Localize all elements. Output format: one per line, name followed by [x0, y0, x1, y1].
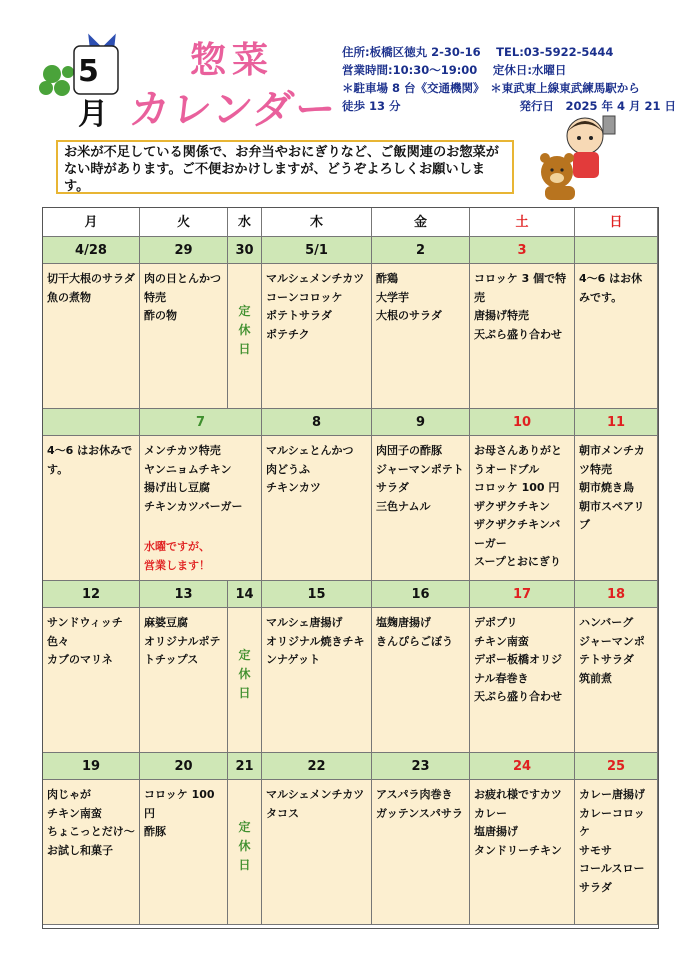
closed-day-cell: 定 休 日 — [228, 264, 262, 409]
date-cell: 5/1 — [262, 237, 372, 264]
date-cell: 20 — [140, 753, 228, 780]
clover-icon — [39, 65, 74, 96]
menu-cell: お疲れ様ですカツカレー 塩唐揚げ タンドリーチキン — [470, 780, 575, 925]
weekday-header: 水 — [228, 208, 262, 237]
date-cell: 18 — [575, 581, 658, 608]
date-cell: 12 — [43, 581, 140, 608]
date-cell: 8 — [262, 409, 372, 436]
menu-cell: アスパラ肉巻き ガッテンスパサラ — [372, 780, 470, 925]
menu-cell: 塩麹唐揚げ きんぴらごぼう — [372, 608, 470, 753]
address-line: 住所:板橋区徳丸 2-30-16 TEL:03-5922-5444 — [342, 45, 614, 59]
menu-cell: サンドウィッチ色々 カブのマリネ — [43, 608, 140, 753]
month-badge — [38, 28, 122, 132]
date-cell: 14 — [228, 581, 262, 608]
date-cell: 3 — [470, 237, 575, 264]
date-cell: 19 — [43, 753, 140, 780]
weekday-header: 日 — [575, 208, 658, 237]
weekday-header: 土 — [470, 208, 575, 237]
title-line2: カレンダー — [127, 87, 340, 133]
menu-cell — [140, 436, 262, 581]
menu-cell: 4～6 はお休みです。 — [575, 264, 658, 409]
date-cell — [43, 409, 140, 436]
access-line: ＊駐車場 8 台《交通機関》 ＊東武東上線東武練馬駅から — [342, 81, 640, 95]
notice-box: お米が不足している関係で、お弁当やおにぎりなど、ご飯関連のお惣菜がない時があります。ご不便おかけしますが、どうぞよろしくお願いします。 — [56, 140, 514, 194]
date-cell: 23 — [372, 753, 470, 780]
menu-list: メンチカツ特売 ヤンニョムチキン 揚げ出し豆腐 チキンカツバーガー — [144, 444, 243, 513]
menu-cell: 麻婆豆腐 オリジナルポテトチップス — [140, 608, 228, 753]
menu-cell: コロッケ 100 円 酢豚 — [140, 780, 228, 925]
menu-cell: マルシェメンチカツ コーンコロッケ ポテトサラダ ポテチク — [262, 264, 372, 409]
weekday-header: 火 — [140, 208, 228, 237]
menu-cell: 肉団子の酢豚 ジャーマンポテトサラダ 三色ナムル — [372, 436, 470, 581]
date-cell: 16 — [372, 581, 470, 608]
date-cell: 24 — [470, 753, 575, 780]
menu-cell: コロッケ 3 個で特売 唐揚げ特売 天ぷら盛り合わせ — [470, 264, 575, 409]
month-label: 5月 — [78, 54, 108, 132]
boy-mascot-icon — [567, 116, 615, 178]
date-cell: 13 — [140, 581, 228, 608]
closed-day-cell: 定 休 日 — [228, 780, 262, 925]
date-cell: 9 — [372, 409, 470, 436]
weekday-header: 木 — [262, 208, 372, 237]
menu-cell: 肉の日とんかつ特売 酢の物 — [140, 264, 228, 409]
date-cell: 29 — [140, 237, 228, 264]
date-cell — [575, 237, 658, 264]
date-cell: 21 — [228, 753, 262, 780]
menu-cell: マルシェメンチカツ タコス — [262, 780, 372, 925]
menu-cell: お母さんありがとうオードブル コロッケ 100 円 ザクザクチキン ザクザクチキンバーガー スープとおにぎり — [470, 436, 575, 581]
menu-cell: マルシェ唐揚げ オリジナル焼きチキンナゲット — [262, 608, 372, 753]
menu-cell: デポプリ チキン南蛮 デポー板橋オリジナル春巻き 天ぷら盛り合わせ — [470, 608, 575, 753]
calendar-grid — [42, 207, 659, 929]
date-cell: 2 — [372, 237, 470, 264]
date-cell: 25 — [575, 753, 658, 780]
date-cell: 15 — [262, 581, 372, 608]
menu-cell: ハンバーグ ジャーマンポテトサラダ 筑前煮 — [575, 608, 658, 753]
date-cell: 30 — [228, 237, 262, 264]
closed-day-cell: 定 休 日 — [228, 608, 262, 753]
special-open-note: 水曜ですが、 営業します！ — [144, 540, 210, 572]
weekday-header: 月 — [43, 208, 140, 237]
date-cell: 17 — [470, 581, 575, 608]
menu-cell: カレー唐揚げ カレーコロッケ サモサ コールスローサラダ — [575, 780, 658, 925]
date-cell: 10 — [470, 409, 575, 436]
date-cell: 22 — [262, 753, 372, 780]
bear-icon — [540, 153, 575, 200]
hours-line: 営業時間:10:30～19:00 定休日:水曜日 — [342, 63, 567, 77]
mascot-illustration — [535, 110, 625, 202]
menu-cell: 肉じゃが チキン南蛮 ちょこっとだけ～お試し和菓子 — [43, 780, 140, 925]
menu-cell: 酢鶏 大学芋 大根のサラダ — [372, 264, 470, 409]
date-cell: 7 — [140, 409, 262, 436]
date-cell: 4/28 — [43, 237, 140, 264]
weekday-header: 金 — [372, 208, 470, 237]
date-cell: 11 — [575, 409, 658, 436]
walk-issue-line: 徒歩 13 分 発行日 2025 年 4 月 21 日 — [342, 99, 677, 113]
menu-cell: 切干大根のサラダ 魚の煮物 — [43, 264, 140, 409]
menu-cell: 4～6 はお休みです。 — [43, 436, 140, 581]
menu-cell: 朝市メンチカツ特売 朝市焼き鳥 朝市スペアリブ — [575, 436, 658, 581]
menu-cell: マルシェとんかつ 肉どうふ チキンカツ — [262, 436, 372, 581]
title-line1: 惣菜 — [190, 40, 275, 81]
